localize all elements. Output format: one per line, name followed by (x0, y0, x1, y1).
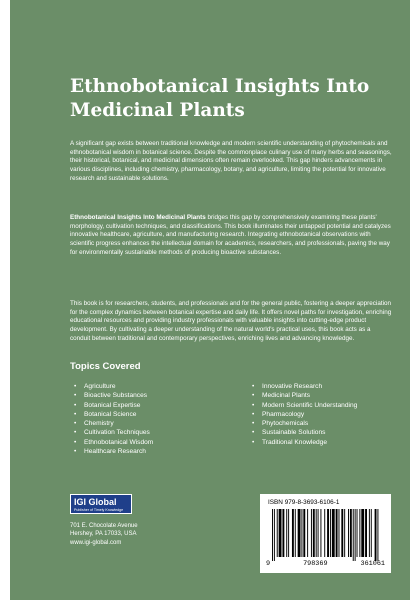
barcode-bar (282, 509, 284, 557)
isbn-barcode-panel (260, 494, 391, 573)
topic-item: • Pharmacology (250, 410, 357, 419)
barcode-bar (357, 509, 358, 557)
barcode-bar (369, 509, 370, 557)
topic-item: • Agriculture (72, 382, 153, 391)
barcode-bar (298, 509, 301, 557)
description-paragraph-3: This book is for researchers, students, and professionals and for the general public, fostering a deeper appreciation for the complex dynamics between botanical expertise and daily life. It offers novel paths for investigation, enriching educational resources and providing industry professionals with valuable insights into cutting-edge product development. By cultivating a deeper understanding of the natural world's practical uses, this book acts as a conduit between traditional and contemporary perspectives, enriching lives and advancing knowledge. (70, 300, 392, 342)
barcode-bar (277, 509, 278, 557)
topic-item: • Medicinal Plants (250, 391, 357, 400)
title-line-1: Ethnobotanical Insights Into (70, 76, 370, 97)
barcode-bar (377, 509, 378, 561)
topic-item: • Sustainable Solutions (250, 428, 357, 437)
topic-item: • Innovative Research (250, 382, 357, 391)
topic-item: • Phytochemicals (250, 419, 357, 428)
barcode-digit-group-2: 361061 (360, 560, 385, 568)
barcode-digit-prefix: 9 (266, 560, 271, 568)
barcode-bar (272, 509, 273, 561)
barcode-bar (355, 509, 356, 561)
topic-item: • Ethnobotanical Wisdom (72, 438, 153, 447)
barcode-bar (292, 509, 294, 557)
barcode-bar (327, 509, 329, 557)
barcode-bar (286, 509, 287, 557)
barcode-bar (365, 509, 367, 557)
barcode-bar (313, 509, 315, 557)
barcode-bar (339, 509, 340, 557)
description-paragraph-1: A significant gap exists between traditional knowledge and modern scientific understanding of phytochemicals and ethnobotanical wisdom in botanical science. Despite the commonplace culinary use of many herbs and seasonings, their historical, botanical, and medicinal dimensions often remain overlooked. This gap hinders advancements in various disciplines, including chemistry, pharmacology, botany, and agriculture, limiting the potential for innovative research and sustainable solutions. (70, 140, 392, 182)
barcode-bar (324, 509, 325, 557)
barcode-bar (307, 509, 308, 557)
book-title-inline: Ethnobotanical Insights Into Medicinal Plants (70, 214, 206, 221)
barcode-bar (344, 509, 345, 557)
book-back-cover (10, 0, 410, 600)
barcode-bar (332, 509, 335, 557)
barcode-bar (316, 509, 317, 557)
topic-item: • Chemistry (72, 419, 153, 428)
barcode-digit-group-1: 798369 (303, 560, 328, 568)
publisher-website: www.igi-global.com (70, 539, 122, 546)
barcode-bar (348, 509, 349, 557)
barcode-bar (341, 509, 343, 557)
barcode-bar (320, 509, 321, 557)
topic-item: • Cultivation Techniques (72, 428, 153, 437)
topics-heading: Topics Covered (70, 361, 141, 372)
barcode-bar (318, 509, 319, 557)
topic-item: • Modern Scientific Understanding (250, 401, 357, 410)
isbn-label: ISBN 979-8-3693-6106-1 (268, 499, 340, 506)
barcode-bar (350, 509, 352, 557)
barcode-bar (361, 509, 364, 557)
barcode-bar (279, 509, 282, 557)
barcode-bar (375, 509, 377, 561)
logo-text: IGI Global (74, 497, 117, 507)
topics-list-right (250, 382, 357, 447)
logo-subtext: Publisher of Timely Knowledge (74, 508, 124, 512)
title-line-2: Medicinal Plants (70, 100, 245, 121)
address-street: 701 E. Chocolate Avenue (70, 523, 138, 529)
barcode-bar (295, 509, 296, 557)
topic-item: • Healthcare Research (72, 447, 153, 456)
barcode-digits (266, 560, 385, 568)
topic-item: • Bioactive Substances (72, 391, 153, 400)
barcode-bar (330, 509, 331, 557)
topic-item: • Botanical Expertise (72, 401, 153, 410)
topic-item: • Botanical Science (72, 410, 153, 419)
topic-item: • Traditional Knowledge (250, 438, 357, 447)
barcode-bar (311, 509, 312, 557)
barcode-bar (301, 509, 302, 557)
description-paragraph-2 (70, 214, 392, 258)
topics-list-left (72, 382, 153, 456)
barcode-bar (336, 509, 338, 557)
publisher-address (70, 522, 138, 547)
barcode-bar (371, 509, 372, 557)
barcode-bar (359, 509, 360, 557)
barcode-bars (272, 509, 379, 561)
barcode-bar (288, 509, 289, 557)
barcode-bar (303, 509, 305, 557)
address-city: Hershey, PA 17033, USA (70, 531, 137, 538)
igi-global-logo (70, 494, 132, 514)
barcode-bar (353, 509, 354, 561)
paragraph-2-text: bridges this gap by comprehensively examining these plants' morphology, cultivation techniques, and classifications. This book illuminates their untapped potential and catalyzes innovative healthcare, agriculture, and manufacturing research. Integrating ethnobotanical observations with scientific progress enhances the intellectual domain for academics, researchers, and professionals, paving the way for environmentally sustainable methods of producing bioactive substances. (70, 214, 391, 256)
book-title (70, 75, 390, 123)
barcode-bar (274, 509, 275, 561)
